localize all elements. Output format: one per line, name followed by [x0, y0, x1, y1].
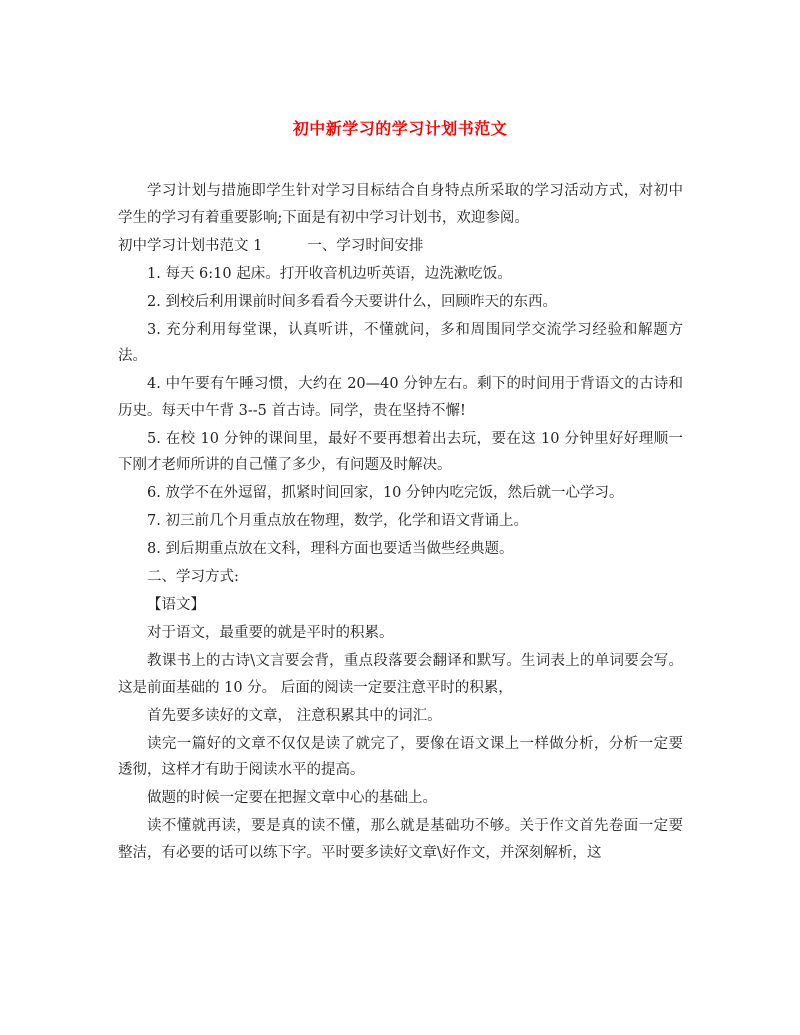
section-line-left: 初中学习计划书范文 1 — [118, 237, 263, 254]
body-paragraph: 对于语文，最重要的就是平时的积累。 — [147, 625, 394, 641]
list-item: 8. 到后期重点放在文科，理科方面也要适当做些经典题。 — [147, 541, 514, 557]
document-title: 初中新学习的学习计划书范文 — [292, 119, 508, 138]
intro-paragraph: 学习计划与措施即学生针对学习目标结合自身特点所采取的学习活动方式，对初中学生的学习有着重要影响;下面是有初中学习计划书，欢迎参阅。 — [118, 183, 683, 226]
body-paragraph: 教课书上的古诗\文言要会背，重点段落要会翻译和默写。生词表上的单词要会写。 这是前面基础的 10 分。 后面的阅读一定要注意平时的积累， — [118, 653, 683, 696]
list-item: 5. 在校 10 分钟的课间里，最好不要再想着出去玩，要在这 10 分钟里好好理顺一下刚才老师所讲的自己懂了多少，有问题及时解决。 — [118, 430, 683, 473]
body-paragraph: 读不懂就再读，要是真的读不懂，那么就是基础功不够。关于作文首先卷面一定要整洁，有必要的话可以练下字。平时要多读好文章\好作文，并深刻解析，这 — [118, 818, 683, 861]
list-item: 7. 初三前几个月重点放在物理，数学，化学和语文背诵上。 — [147, 513, 528, 529]
body-paragraph: 读完一篇好的文章不仅仅是读了就完了，要像在语文课上一样做分析，分析一定要透彻，这样才有助于阅读水平的提高。 — [118, 735, 683, 778]
list-item: 2. 到校后利用课前时间多看看今天要讲什么，回顾昨天的东西。 — [147, 293, 557, 310]
list-item: 1. 每天 6:10 起床。打开收音机边听英语，边洗漱吃饭。 — [147, 265, 512, 282]
list-item: 3. 充分利用每堂课，认真听讲，不懂就问，多和周围同学交流学习经验和解题方法。 — [118, 321, 683, 364]
document-body — [118, 178, 683, 868]
body-paragraph: 做题的时候一定要在把握文章中心的基础上。 — [147, 790, 437, 806]
section-line-right: 一、学习时间安排 — [307, 237, 424, 254]
list-item: 6. 放学不在外逗留，抓紧时间回家，10 分钟内吃完饭，然后就一心学习。 — [147, 485, 624, 501]
section-line — [118, 233, 683, 260]
subject-heading: 【语文】 — [147, 597, 205, 613]
body-paragraph: 首先要多读好的文章， 注意积累其中的词汇。 — [147, 707, 442, 724]
list-item: 4. 中午要有午睡习惯，大约在 20—40 分钟左右。剩下的时间用于背语文的古诗和历史。每天中午背 3--5 首古诗。同学，贵在坚持不懈! — [118, 376, 683, 419]
section-heading: 二、学习方式: — [147, 569, 239, 585]
